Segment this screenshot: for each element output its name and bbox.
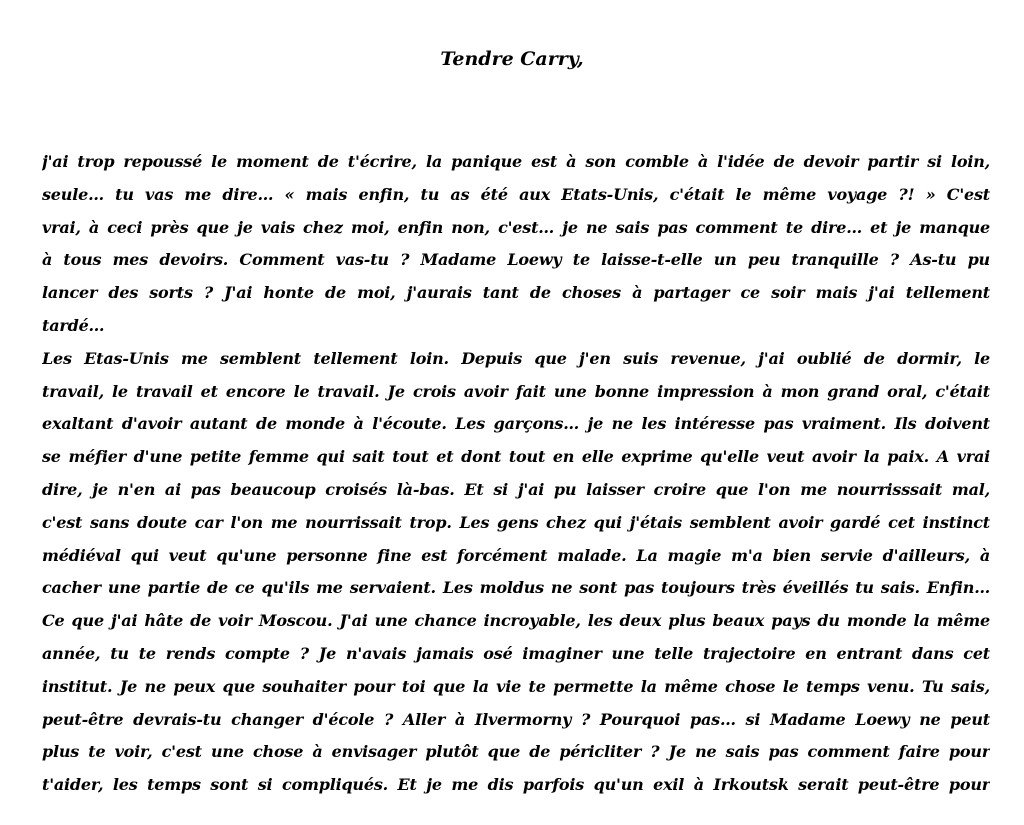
letter-line: cacher une partie de ce qu'ils me servaient. Les moldus ne sont pas toujours très éveillés tu sais. Enfin… (42, 578, 990, 598)
letter-line: c'est sans doute car l'on me nourrissait trop. Les gens chez qui j'étais semblent avoir gardé cet instinct (42, 512, 990, 532)
letter-line: lancer des sorts ? J'ai honte de moi, j'aurais tant de choses à partager ce soir mais j'ai tellement (42, 283, 990, 303)
letter-line: Les Etas-Unis me semblent tellement loin. Depuis que j'en suis revenue, j'ai oublié de dormir, le (42, 348, 990, 368)
letter-line: Ce que j'ai hâte de voir Moscou. J'ai une chance incroyable, les deux plus beaux pays du monde la même (42, 611, 990, 631)
letter-body (42, 146, 990, 802)
letter-line: plus te voir, c'est une chose à envisager plutôt que de péricliter ? Je ne sais pas comment faire pour (42, 742, 990, 762)
letter-line: exaltant d'avoir autant de monde à l'écoute. Les garçons… je ne les intéresse pas vraiment. Ils doivent (42, 414, 990, 434)
letter-line: médiéval qui veut qu'une personne fine est forcément malade. La magie m'a bien servie d'ailleurs, à (42, 545, 990, 565)
letter-line: à tous mes devoirs. Comment vas-tu ? Madame Loewy te laisse-t-elle un peu tranquille ? As-tu pu (42, 250, 990, 270)
letter-line: vrai, à ceci près que je vais chez moi, enfin non, c'est… je ne sais pas comment te dire… et je manque (42, 217, 990, 237)
letter-line: j'ai trop repoussé le moment de t'écrire, la panique est à son comble à l'idée de devoir partir si loin, (42, 152, 990, 171)
letter-line: institut. Je ne peux que souhaiter pour toi que la vie te permette la même chose le temps venu. Tu sais, (42, 676, 990, 696)
letter-line: seule… tu vas me dire… « mais enfin, tu as été aux Etats-Unis, c'était le même voyage ?! » C'est (42, 184, 990, 204)
letter-salutation: Tendre Carry, (440, 48, 584, 70)
letter-line: année, tu te rends compte ? Je n'avais jamais osé imaginer une telle trajectoire en entrant dans cet (42, 643, 990, 663)
letter-line: peut-être devrais-tu changer d'école ? Aller à Ilvermorny ? Pourquoi pas… si Madame Loewy ne peut (42, 709, 990, 729)
letter-line: dire, je n'en ai pas beaucoup croisés là-bas. Et si j'ai pu laisser croire que l'on me nourrisssait mal, (42, 479, 990, 499)
letter-line: travail, le travail et encore le travail. Je crois avoir fait une bonne impression à mon grand oral, c'était (42, 381, 990, 401)
letter-line: tardé… (42, 315, 105, 335)
letter-line: t'aider, les temps sont si compliqués. Et je me dis parfois qu'un exil à Irkoutsk serait peut-être pour (42, 775, 990, 795)
letter-line: se méfier d'une petite femme qui sait tout et dont tout en elle exprime qu'elle veut avoir la paix. A vrai (42, 447, 990, 467)
